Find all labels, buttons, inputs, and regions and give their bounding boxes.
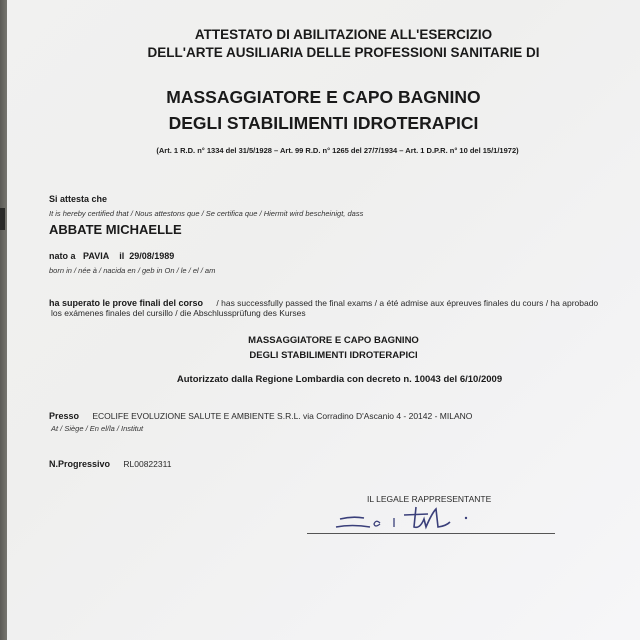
certificate-header bbox=[27, 26, 640, 62]
certify-translation: It is hereby certified that / Nous attestons que / Se certifica que / Hiermit wird bescheinigt, dass bbox=[49, 209, 364, 218]
legal-references: (Art. 1 R.D. n° 1334 del 31/5/1928 – Art. 99 R.D. n° 1265 del 27/7/1934 – Art. 1 D.P.R. n° 10 del 15/1/1972) bbox=[156, 146, 519, 155]
progressive-value: RL00822311 bbox=[123, 459, 172, 469]
institution-translation: At / Siège / En el/la / Institut bbox=[51, 424, 144, 433]
header-line-2: DELL'ARTE AUSILIARIA DELLE PROFESSIONI SANITARIE DI bbox=[147, 45, 540, 60]
institution-label: Presso bbox=[49, 411, 80, 421]
date-label: il bbox=[119, 251, 125, 261]
authorization-decree: Autorizzato dalla Regione Lombardia con decreto n. 10043 del 6/10/2009 bbox=[176, 374, 503, 385]
signature-line bbox=[307, 533, 555, 534]
born-label: nato a bbox=[49, 251, 76, 261]
progressive-label: N.Progressivo bbox=[49, 459, 111, 469]
birth-date: 29/08/1989 bbox=[129, 251, 175, 261]
birth-line bbox=[49, 251, 174, 261]
profession-line-2: DEGLI STABILIMENTI IDROTERAPICI bbox=[168, 113, 479, 133]
course-title bbox=[17, 333, 640, 363]
signature-title: IL LEGALE RAPPRESENTANTE bbox=[367, 494, 492, 504]
signature-icon bbox=[332, 505, 482, 535]
birth-place: PAVIA bbox=[83, 251, 110, 261]
progressive-line bbox=[49, 454, 171, 472]
institution-line bbox=[49, 406, 472, 424]
profession-title bbox=[7, 84, 640, 136]
certificate-document bbox=[7, 0, 640, 640]
exam-translation-2: los exámenes finales del cursillo / die Abschlussprüfung des Kurses bbox=[51, 308, 306, 318]
course-line-1: MASSAGGIATORE E CAPO BAGNINO bbox=[248, 335, 419, 346]
background-mark bbox=[0, 208, 5, 230]
background-edge bbox=[0, 0, 7, 640]
course-line-2: DEGLI STABILIMENTI IDROTERAPICI bbox=[249, 350, 418, 361]
header-line-1: ATTESTATO DI ABILITAZIONE ALL'ESERCIZIO bbox=[194, 27, 493, 42]
institution-value: ECOLIFE EVOLUZIONE SALUTE E AMBIENTE S.R.L. via Corradino D'Ascanio 4 - 20142 - MILANO bbox=[92, 411, 473, 421]
exam-translation-1: / has successfully passed the final exams / a été admise aux épreuves finales du cours / ha aprobado bbox=[216, 298, 599, 308]
certify-label: Si attesta che bbox=[49, 194, 108, 204]
exam-label: ha superato le prove finali del corso bbox=[49, 298, 204, 308]
birth-translation: born in / née à / nacida en / geb in On / le / el / am bbox=[49, 266, 216, 275]
profession-line-1: MASSAGGIATORE E CAPO BAGNINO bbox=[166, 87, 481, 107]
holder-name: ABBATE MICHAELLE bbox=[49, 222, 182, 237]
